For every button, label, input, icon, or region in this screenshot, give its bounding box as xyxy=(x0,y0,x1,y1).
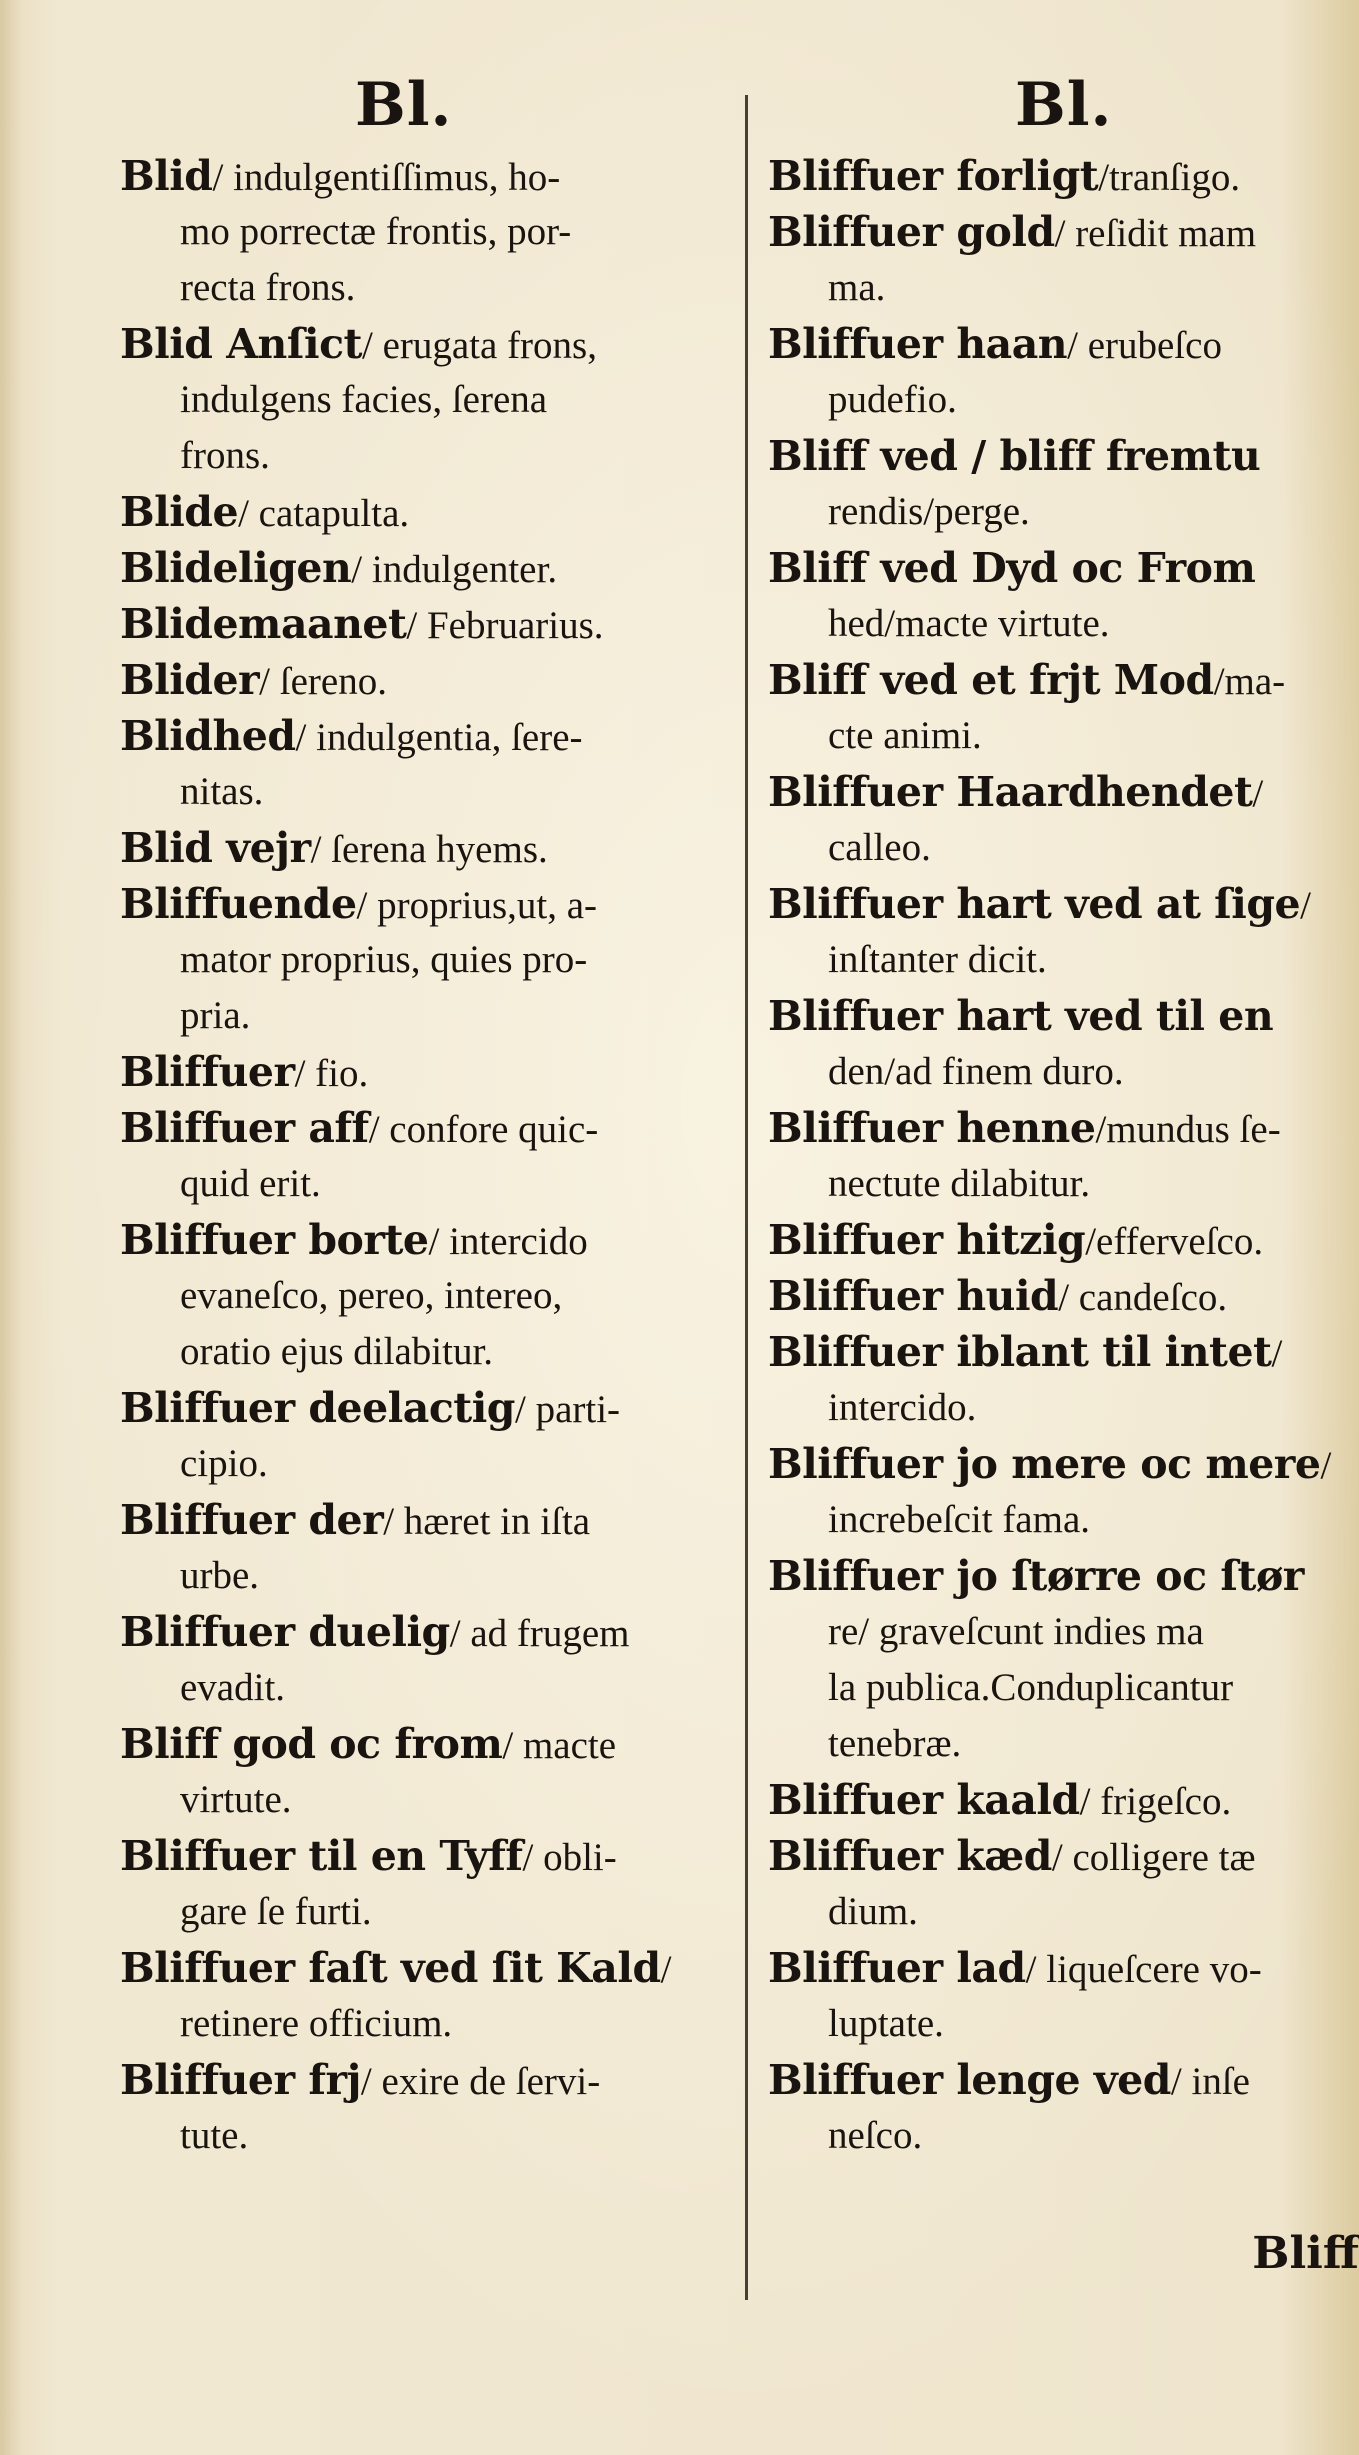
gloss: /efferveſco. xyxy=(1085,1220,1264,1263)
dictionary-entry xyxy=(768,1772,1358,1828)
headword: Bliffuer frj xyxy=(120,2056,361,2104)
headword: Bliff god oc from xyxy=(120,1720,503,1768)
gloss-continuation: tenebræ. xyxy=(828,1722,962,1765)
gloss: / xyxy=(1300,884,1311,927)
catchword: Bliff xyxy=(1252,2228,1359,2279)
gloss: / fio. xyxy=(294,1052,369,1095)
gloss: / exire de ſervi- xyxy=(360,2060,601,2103)
headword: Bliffuer kæd xyxy=(768,1832,1052,1880)
entry-first-line xyxy=(120,1604,735,1660)
gloss: / liqueſcere vo- xyxy=(1025,1948,1262,1991)
entry-first-line xyxy=(120,316,735,372)
gloss-continuation: rendis/perge. xyxy=(828,490,1030,533)
headword: Bliff ved / bliff fremtu xyxy=(768,432,1261,480)
gloss: / xyxy=(1271,1332,1283,1375)
gloss: / ſereno. xyxy=(259,660,387,703)
gloss: / ad frugem xyxy=(449,1612,630,1655)
dictionary-entry xyxy=(120,540,735,596)
entry-first-line xyxy=(768,316,1358,372)
headword: Bliffuer faſt ved ſit Kald xyxy=(120,1944,661,1992)
dictionary-entry xyxy=(768,988,1358,1100)
gloss: / hæret in iſta xyxy=(383,1500,591,1543)
gloss: / indulgenter. xyxy=(351,548,558,591)
dictionary-entry xyxy=(768,1436,1358,1548)
gloss: / indulgentia, ſere- xyxy=(295,716,583,759)
gloss: / Februarius. xyxy=(406,604,604,647)
gloss-continuation: indulgens facies, ſerena xyxy=(180,378,548,421)
headword: Bliffuer hart ved til en xyxy=(768,992,1274,1040)
gloss-continuation: la publica.Conduplicantur xyxy=(828,1666,1234,1709)
headword: Blid xyxy=(120,152,213,200)
dictionary-entry xyxy=(120,316,735,484)
running-head-left: Bl. xyxy=(355,70,453,140)
headword: Bliffuende xyxy=(120,880,357,928)
headword: Blidemaanet xyxy=(120,600,407,648)
entry-first-line xyxy=(768,876,1358,932)
gloss-continuation: recta frons. xyxy=(180,266,356,309)
dictionary-entry xyxy=(768,876,1358,988)
entry-first-line xyxy=(768,540,1358,596)
gloss-continuation: virtute. xyxy=(180,1778,292,1821)
gloss-continuation: oratio ejus dilabitur. xyxy=(180,1330,494,1373)
gloss-continuation: frons. xyxy=(180,434,270,477)
dictionary-entry xyxy=(120,596,735,652)
entry-first-line xyxy=(120,876,735,932)
entry-first-line xyxy=(120,1380,735,1436)
gloss-continuation: cipio. xyxy=(180,1442,268,1485)
headword: Bliffuer hitzig xyxy=(768,1216,1086,1264)
dictionary-entry xyxy=(768,1828,1358,1940)
gloss-continuation: evadit. xyxy=(180,1666,286,1709)
headword: Blide xyxy=(120,488,239,536)
headword: Blid vejr xyxy=(120,824,311,872)
headword: Blidhed xyxy=(120,712,296,760)
gloss: /mundus ſe- xyxy=(1095,1108,1281,1151)
entry-first-line xyxy=(768,1212,1358,1268)
headword: Bliffuer jo mere oc mere xyxy=(768,1440,1321,1488)
gloss-continuation: re/ graveſcunt indies ma xyxy=(828,1610,1204,1653)
gloss-continuation: pudefio. xyxy=(828,378,957,421)
entry-first-line xyxy=(120,1492,735,1548)
gloss: / inſe xyxy=(1170,2060,1250,2103)
gloss: / frigeſco. xyxy=(1079,1780,1232,1823)
dictionary-entry xyxy=(120,1100,735,1212)
gloss: / parti- xyxy=(514,1388,621,1431)
gloss-continuation: calleo. xyxy=(828,826,931,869)
gloss-continuation: cte animi. xyxy=(828,714,982,757)
entry-first-line xyxy=(120,708,735,764)
entry-first-line xyxy=(120,1044,735,1100)
entry-first-line xyxy=(120,596,735,652)
headword: Bliffuer gold xyxy=(768,208,1055,256)
headword: Bliffuer Haardhendet xyxy=(768,768,1253,816)
gloss: / erugata frons, xyxy=(361,324,597,367)
entry-first-line xyxy=(768,1828,1358,1884)
gloss: / indulgentiſſimus, ho- xyxy=(212,156,561,199)
column-rule xyxy=(745,95,748,2300)
headword: Bliff ved et frjt Mod xyxy=(768,656,1214,704)
headword: Bliffuer aff xyxy=(120,1104,369,1152)
dictionary-entry xyxy=(120,876,735,1044)
entry-first-line xyxy=(768,1940,1358,1996)
gloss: / colligere tæ xyxy=(1051,1836,1256,1879)
dictionary-entry xyxy=(120,708,735,820)
dictionary-entry xyxy=(768,540,1358,652)
dictionary-entry xyxy=(768,1548,1358,1772)
dictionary-entry xyxy=(768,1324,1358,1436)
entry-first-line xyxy=(120,1716,735,1772)
gloss-continuation: gare ſe furti. xyxy=(180,1890,372,1933)
gloss: / candeſco. xyxy=(1058,1276,1228,1319)
left-column xyxy=(120,148,735,2164)
entry-first-line xyxy=(768,1772,1358,1828)
dictionary-entry xyxy=(768,204,1358,316)
gloss-continuation: mator proprius, quies pro- xyxy=(180,938,588,981)
gloss-continuation: inſtanter dicit. xyxy=(828,938,1047,981)
gloss-continuation: luptate. xyxy=(828,2002,944,2045)
dictionary-entry xyxy=(120,2052,735,2164)
gloss-continuation: intercido. xyxy=(828,1386,977,1429)
dictionary-entry xyxy=(768,148,1358,204)
gloss-continuation: retinere officium. xyxy=(180,2002,453,2045)
entry-first-line xyxy=(120,1828,735,1884)
gloss: / confore quic- xyxy=(368,1108,599,1151)
headword: Bliffuer deelactig xyxy=(120,1384,515,1432)
dictionary-entry xyxy=(120,1604,735,1716)
gloss-continuation: quid erit. xyxy=(180,1162,321,1205)
dictionary-entry xyxy=(120,1380,735,1492)
gloss-continuation: mo porrectæ frontis, por- xyxy=(180,210,572,253)
gloss-continuation: pria. xyxy=(180,994,251,1037)
dictionary-entry xyxy=(120,1044,735,1100)
entry-first-line xyxy=(768,652,1358,708)
dictionary-entry xyxy=(120,1940,735,2052)
entry-first-line xyxy=(768,988,1358,1044)
dictionary-entry xyxy=(768,1212,1358,1268)
entry-first-line xyxy=(768,1100,1358,1156)
headword: Bliff ved Dyd oc From xyxy=(768,544,1256,592)
dictionary-entry xyxy=(120,1212,735,1380)
gloss-continuation: increbeſcit fama. xyxy=(828,1498,1091,1541)
gloss: / xyxy=(1252,772,1264,815)
headword: Bliffuer xyxy=(120,1048,295,1096)
entry-first-line xyxy=(768,428,1358,484)
gloss: / macte xyxy=(502,1724,617,1767)
entry-first-line xyxy=(120,652,735,708)
gloss-continuation: neſco. xyxy=(828,2114,923,2157)
entry-first-line xyxy=(768,1548,1358,1604)
dictionary-entry xyxy=(768,428,1358,540)
entry-first-line xyxy=(120,1940,735,1996)
headword: Bliffuer borte xyxy=(120,1216,429,1264)
headword: Blideligen xyxy=(120,544,352,592)
headword: Blider xyxy=(120,656,260,704)
entry-first-line xyxy=(768,764,1358,820)
entry-first-line xyxy=(768,1268,1358,1324)
headword: Bliffuer lenge ved xyxy=(768,2056,1171,2104)
entry-first-line xyxy=(768,1324,1358,1380)
headword: Bliffuer til en Tyff xyxy=(120,1832,523,1880)
entry-first-line xyxy=(120,1100,735,1156)
headword: Bliffuer hart ved at ſige xyxy=(768,880,1301,928)
running-head-right: Bl. xyxy=(1015,70,1113,140)
gloss: /tranſigo. xyxy=(1098,156,1241,199)
entry-first-line xyxy=(768,2052,1358,2108)
entry-first-line xyxy=(120,148,735,204)
entry-first-line xyxy=(768,204,1358,260)
headword: Bliffuer henne xyxy=(768,1104,1096,1152)
dictionary-entry xyxy=(120,484,735,540)
dictionary-entry xyxy=(120,1492,735,1604)
dictionary-entry xyxy=(120,652,735,708)
dictionary-entry xyxy=(768,1268,1358,1324)
headword: Bliffuer iblant til intet xyxy=(768,1328,1272,1376)
headword: Bliffuer der xyxy=(120,1496,384,1544)
gloss-continuation: tute. xyxy=(180,2114,249,2157)
gloss-continuation: nectute dilabitur. xyxy=(828,1162,1091,1205)
gloss-continuation: nitas. xyxy=(180,770,264,813)
dictionary-entry xyxy=(768,1100,1358,1212)
headword: Bliffuer forligt xyxy=(768,152,1099,200)
headword: Bliffuer duelig xyxy=(120,1608,450,1656)
dictionary-entry xyxy=(120,148,735,316)
gloss: / reſidit mam xyxy=(1054,212,1257,255)
right-column xyxy=(768,148,1358,2164)
gloss-continuation: urbe. xyxy=(180,1554,260,1597)
headword: Bliffuer jo ſtørre oc ſtør xyxy=(768,1552,1304,1600)
gloss: / ſerena hyems. xyxy=(310,828,548,871)
dictionary-entry xyxy=(768,652,1358,764)
entry-first-line xyxy=(120,484,735,540)
gloss-continuation: evaneſco, pereo, intereo, xyxy=(180,1274,563,1317)
dictionary-entry xyxy=(768,1940,1358,2052)
gloss-continuation: den/ad finem duro. xyxy=(828,1050,1124,1093)
entry-first-line xyxy=(768,1436,1358,1492)
gloss-continuation: hed/macte virtute. xyxy=(828,602,1110,645)
dictionary-entry xyxy=(120,820,735,876)
gloss: / proprius,ut, a- xyxy=(356,884,598,927)
gloss-continuation: ma. xyxy=(828,266,886,309)
dictionary-entry xyxy=(768,316,1358,428)
dictionary-entry xyxy=(120,1716,735,1828)
gloss: / erubeſco xyxy=(1067,324,1222,367)
gloss: / obli- xyxy=(522,1836,617,1879)
entry-first-line xyxy=(120,2052,735,2108)
dictionary-entry xyxy=(768,764,1358,876)
entry-first-line xyxy=(120,820,735,876)
entry-first-line xyxy=(120,1212,735,1268)
headword: Blid Anſict xyxy=(120,320,362,368)
entry-first-line xyxy=(768,148,1358,204)
gloss: / xyxy=(1320,1444,1332,1487)
gloss: /ma- xyxy=(1213,660,1286,703)
headword: Bliffuer haan xyxy=(768,320,1068,368)
gloss: / xyxy=(660,1948,672,1991)
dictionary-entry xyxy=(768,2052,1358,2164)
headword: Bliffuer lad xyxy=(768,1944,1026,1992)
gloss: / catapulta. xyxy=(238,492,410,535)
dictionary-entry xyxy=(120,1828,735,1940)
gloss-continuation: dium. xyxy=(828,1890,918,1933)
entry-first-line xyxy=(120,540,735,596)
headword: Bliffuer kaald xyxy=(768,1776,1080,1824)
headword: Bliffuer huid xyxy=(768,1272,1059,1320)
gloss: / intercido xyxy=(428,1220,588,1263)
